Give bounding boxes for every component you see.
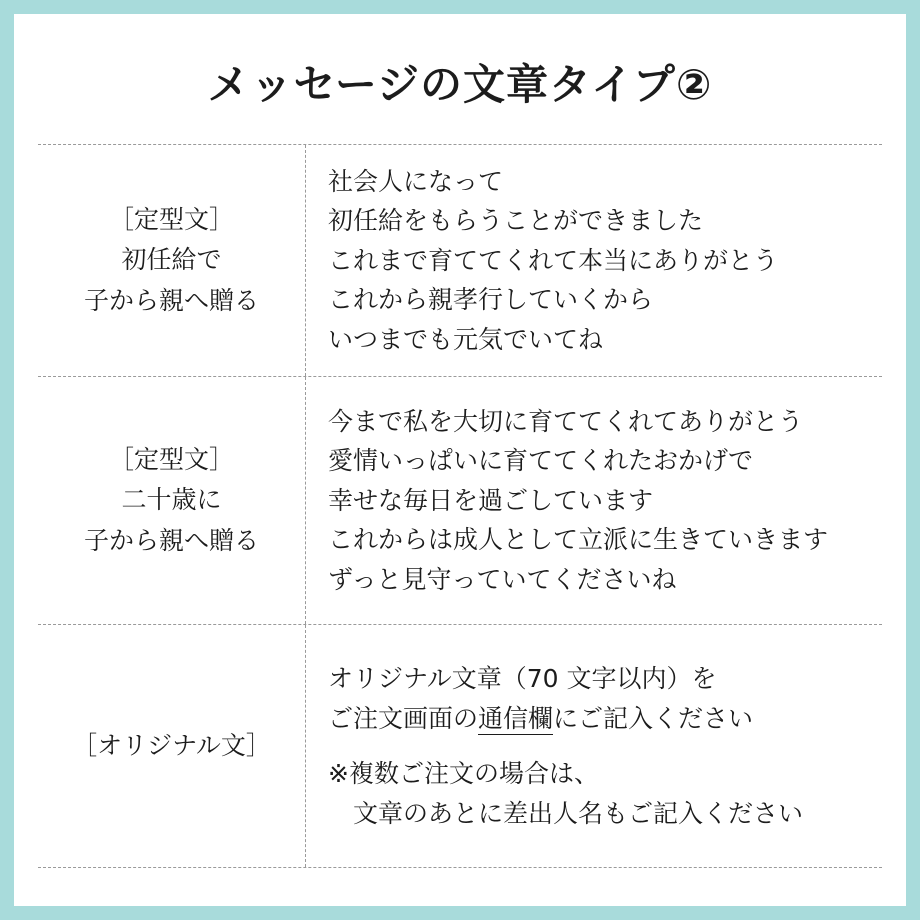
label-line: ［オリジナル文］: [72, 730, 271, 760]
body-text-before: ご注文画面の: [328, 703, 479, 733]
body-line: ずっと見守っていてくださいね: [328, 564, 677, 594]
paragraph-spacer: [328, 738, 872, 754]
document-card: [14, 14, 906, 906]
body-line: これまで育ててくれて本当にありがとう: [328, 245, 779, 275]
table-row-label-3: [38, 625, 306, 867]
body-line: いつまでも元気でいてね: [328, 324, 604, 354]
table-row-body-2: [306, 377, 882, 624]
table-row-label-1: [38, 145, 306, 376]
tsushinran-emphasis: 通信欄: [478, 703, 554, 733]
table-row: [38, 625, 882, 868]
body-line: 文章のあとに差出人名もご記入ください: [328, 798, 804, 828]
label-line: 初任給で: [121, 245, 222, 275]
body-line: 社会人になって: [328, 166, 504, 196]
table-row: [38, 145, 882, 377]
label-line: 二十歳に: [121, 485, 222, 515]
body-line: 幸せな毎日を過ごしています: [328, 485, 654, 515]
label-line: 子から親へ贈る: [83, 285, 259, 315]
page-title: メッセージの文章タイプ②: [207, 60, 713, 109]
table-row-label-2: [38, 377, 306, 624]
body-text-after: にご記入ください: [553, 703, 754, 733]
label-line: ［定型文］: [108, 204, 234, 234]
table-row-body-3: [306, 625, 882, 867]
body-line: ※複数ご注文の場合は、: [328, 759, 599, 788]
label-line: ［定型文］: [108, 444, 234, 474]
message-type-table: [38, 144, 882, 868]
table-row: [38, 377, 882, 625]
label-line: 子から親へ贈る: [83, 525, 259, 555]
body-line: 愛情いっぱいに育ててくれたおかげで: [328, 446, 754, 476]
body-line: 今まで私を大切に育ててくれてありがとう: [328, 406, 804, 436]
table-row-body-1: [306, 145, 882, 376]
body-line: これからは成人として立派に生きていきます: [328, 525, 829, 555]
body-line: これから親孝行していくから: [328, 285, 654, 315]
body-line: オリジナル文章（70 文字以内）を: [328, 664, 717, 693]
body-line-with-emphasis: [328, 699, 872, 739]
body-line: 初任給をもらうことができました: [328, 206, 704, 236]
